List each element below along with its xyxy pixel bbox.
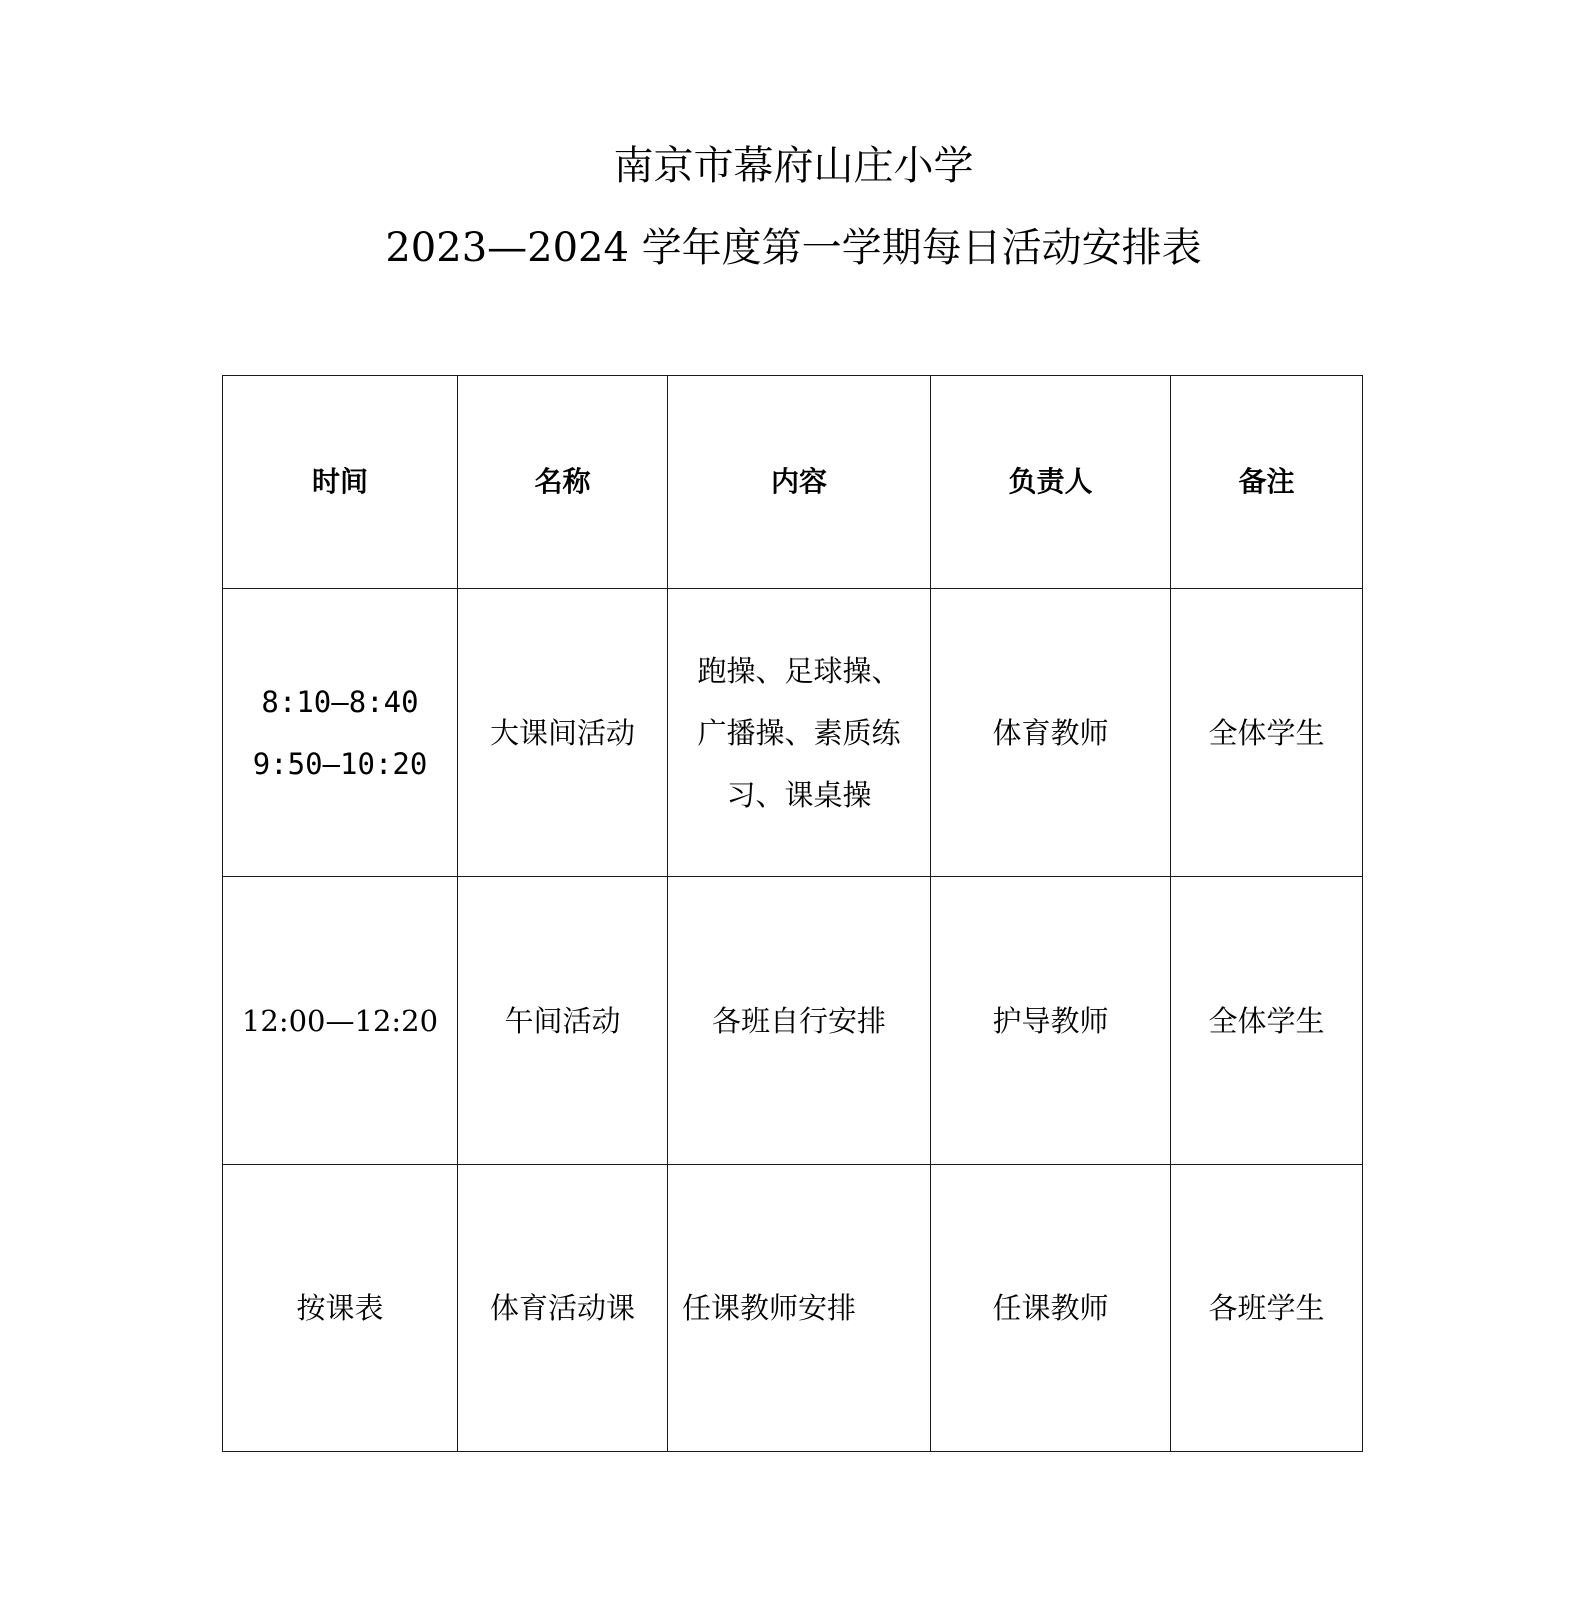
cell-owner: 护导教师 [931, 877, 1171, 1165]
cell-name: 体育活动课 [458, 1165, 668, 1452]
cell-content: 任课教师安排 [668, 1165, 931, 1452]
content-line: 广播操、素质练 [697, 715, 901, 750]
header-owner: 负责人 [931, 376, 1171, 589]
document-subtitle: 2023—2024 学年度第一学期每日活动安排表 [385, 225, 1202, 271]
cell-remark: 各班学生 [1171, 1165, 1363, 1452]
content-line: 跑操、足球操、 [697, 653, 901, 688]
cell-time [223, 589, 458, 877]
time-line: 8:10—8:40 [261, 684, 419, 719]
cell-content: 各班自行安排 [668, 877, 931, 1165]
cell-time: 按课表 [223, 1165, 458, 1452]
content-line: 习、课桌操 [726, 777, 872, 812]
cell-remark: 全体学生 [1171, 589, 1363, 877]
header-name: 名称 [458, 376, 668, 589]
cell-content [668, 589, 931, 877]
time-line: 9:50—10:20 [252, 746, 428, 781]
cell-name: 大课间活动 [458, 589, 668, 877]
table-row [223, 877, 1363, 1165]
document-title: 南京市幕府山庄小学 [613, 143, 974, 189]
cell-owner: 体育教师 [931, 589, 1171, 877]
header-content: 内容 [668, 376, 931, 589]
cell-name: 午间活动 [458, 877, 668, 1165]
cell-remark: 全体学生 [1171, 877, 1363, 1165]
table-header-row [223, 376, 1363, 589]
header-remark: 备注 [1171, 376, 1363, 589]
cell-time: 12:00—12:20 [223, 877, 458, 1165]
header-time: 时间 [223, 376, 458, 589]
table-row [223, 1165, 1363, 1452]
table-row [223, 589, 1363, 877]
cell-owner: 任课教师 [931, 1165, 1171, 1452]
activity-schedule-table [222, 375, 1363, 1452]
